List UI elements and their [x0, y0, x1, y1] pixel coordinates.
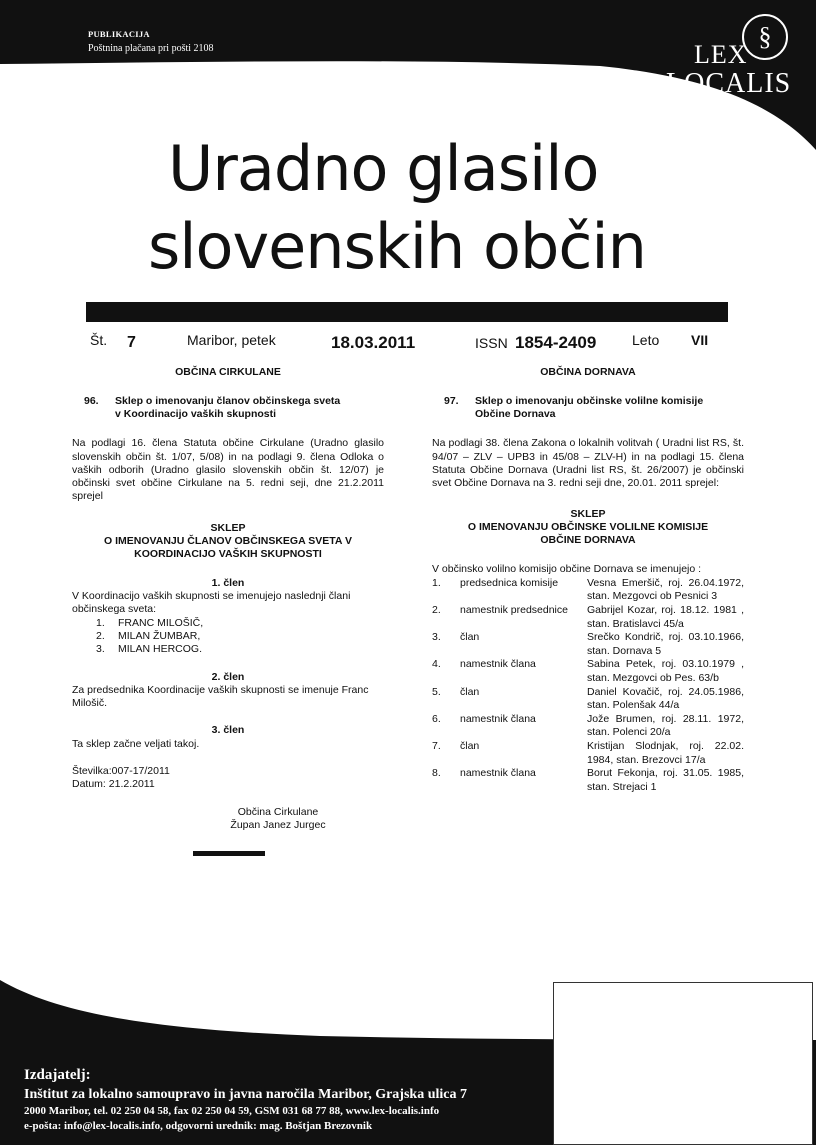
article-3-heading: 3. člen: [211, 724, 245, 737]
masthead-title-line2: slovenskih občin: [148, 210, 646, 283]
article-1-text: V Koordinacijo vaških skupnosti se imenujejo naslednji člani občinskega sveta:: [72, 590, 351, 616]
signature-block: [72, 806, 384, 833]
resolution-heading-line2: O IMENOVANJU OBČINSKE VOLILNE KOMISIJE: [467, 521, 709, 534]
paragraph-seal-icon: §: [742, 14, 788, 60]
document-title-line2: Občine Dornava: [475, 408, 556, 421]
document-title: [432, 395, 744, 423]
table-row: 8. namestnik člana Borut Fekonja, roj. 31.05. 1985, stan. Strejaci 1: [432, 767, 744, 793]
issue-number: 7: [127, 334, 136, 351]
logo-lex: LEX: [694, 40, 748, 69]
document-number: 97.: [444, 395, 459, 408]
publisher-name: Inštitut za lokalno samoupravo in javna naročila Maribor, Grajska ulica 7: [24, 1087, 467, 1102]
table-row: 7. član Kristijan Slodnjak, roj. 22.02. 1984, stan. Brezovci 17/a: [432, 739, 744, 766]
document-number: 96.: [84, 395, 99, 408]
document-title: [72, 395, 384, 423]
document-title-line2: v Koordinacijo vaških skupnosti: [115, 408, 277, 421]
table-row: 4. namestnik člana Sabina Petek, roj. 03.10.1979 , stan. Mezgovci ob Pes. 63/b: [432, 658, 744, 684]
publisher-contact: 2000 Maribor, tel. 02 250 04 58, fax 02 250 04 59, GSM 031 68 77 88, www.lex-localis.info: [24, 1105, 440, 1117]
document-title-line1: Sklep o imenovanju občinske volilne komisije: [475, 395, 704, 408]
article-1-heading: 1. člen: [211, 576, 245, 589]
article-2-heading: 2. člen: [211, 670, 245, 683]
resolution-heading-line3: OBČINE DORNAVA: [540, 534, 636, 547]
reference-number: Številka:007-17/2011: [72, 765, 170, 778]
list-item: 2. MILAN ŽUMBAR,: [96, 629, 201, 642]
document-title-line1: Sklep o imenovanju članov občinskega sveta: [115, 395, 341, 408]
postage-note: Poštnina plačana pri pošti 2108: [88, 43, 214, 54]
volume-year: VII: [691, 332, 709, 348]
publisher-label: Izdajatelj:: [24, 1067, 91, 1083]
publication-label: PUBLIKACIJA: [88, 29, 150, 39]
issue-place-day: Maribor, petek: [187, 332, 276, 348]
masthead-divider: [86, 302, 728, 322]
resolution-heading-line2: O IMENOVANJU ČLANOV OBČINSKEGA SVETA V: [104, 534, 352, 547]
issn-number: 1854-2409: [515, 333, 597, 352]
publisher-email-editor: e-pošta: info@lex-localis.info, odgovorni urednik: mag. Boštjan Brezovnik: [24, 1120, 373, 1132]
table-row: 3. član Srečko Kondrič, roj. 03.10.1966, stan. Dornava 5: [432, 631, 744, 657]
masthead-title-line1: Uradno glasilo: [168, 132, 599, 205]
document-title-text: [115, 395, 340, 421]
member-list: [72, 617, 384, 657]
table-row: 2. namestnik predsednice Gabrijel Kozar, roj. 18.12. 1981 , stan. Bratislavci 45/a: [432, 603, 744, 630]
list-item: 3. MILAN HERCOG.: [96, 643, 203, 656]
commission-table: [432, 577, 744, 795]
reference-date: Datum: 21.2.2011: [72, 778, 155, 791]
resolution-heading: [432, 508, 744, 547]
issue-number-label: Št.: [90, 332, 108, 348]
resolution-heading-line1: SKLEP: [210, 521, 246, 534]
list-item: 1. FRANC MILOŠIČ,: [96, 616, 204, 629]
municipality-heading: OBČINA DORNAVA: [540, 366, 636, 378]
preamble: Na podlagi 16. člena Statuta občine Cirkulane (Uradno glasilo slovenskih občin št. 1/07, 5/08) in na podlagi 9. člena Odloka o vaških odborih (Uradno glasilo slovenskih občin št. 12/07) je občinski svet občine Cirkulane na 5. redni seji, dne 21.2.2011 sprejel: [72, 437, 384, 503]
right-column: [432, 366, 744, 794]
list-intro: V občinsko volilno komisijo občine Dornava se imenujejo :: [432, 563, 702, 576]
document-title-text: [475, 395, 703, 421]
article-2-text: Za predsednika Koordinacije vaških skupnosti se imenuje Franc Milošič.: [72, 683, 369, 710]
preamble: Na podlagi 38. člena Zakona o lokalnih volitvah ( Uradni list RS, št. 94/07 – ZLV – UPB3 in 45/08 – ZLV-H) in na podlagi 15. člena Statuta Občine Dornava (Uradni list RS, št. 26/2007) je občinski svet Občine Dornava na 3. redni seji dne, 20.01. 2011 sprejel:: [432, 437, 744, 490]
issn-label: ISSN: [475, 335, 508, 351]
resolution-heading-line3: KOORDINACIJO VAŠKIH SKUPNOSTI: [134, 547, 322, 560]
stamp-box: [553, 982, 813, 1145]
issue-date: 18.03.2011: [331, 333, 416, 352]
municipality-heading: OBČINA CIRKULANE: [175, 366, 281, 378]
table-row: 1. predsednica komisije Vesna Emeršič, roj. 26.04.1972, stan. Mezgovci ob Pesnici 3: [432, 576, 744, 603]
resolution-heading-line1: SKLEP: [570, 508, 606, 521]
article-3-text: Ta sklep začne veljati takoj.: [72, 737, 200, 750]
resolution-heading: [72, 522, 384, 561]
left-column: [72, 366, 384, 832]
signature-municipality: Občina Cirkulane: [237, 805, 319, 818]
logo-localis: LOCALIS: [666, 68, 792, 99]
end-of-document-mark: [193, 851, 265, 856]
signature-mayor: Župan Janez Jurgec: [230, 818, 326, 831]
table-row: 5. član Daniel Kovačič, roj. 24.05.1986, stan. Polenšak 44/a: [432, 685, 744, 712]
year-label: Leto: [632, 332, 660, 348]
table-row: 6. namestnik člana Jože Brumen, roj. 28.11. 1972, stan. Polenci 20/a: [432, 712, 744, 739]
